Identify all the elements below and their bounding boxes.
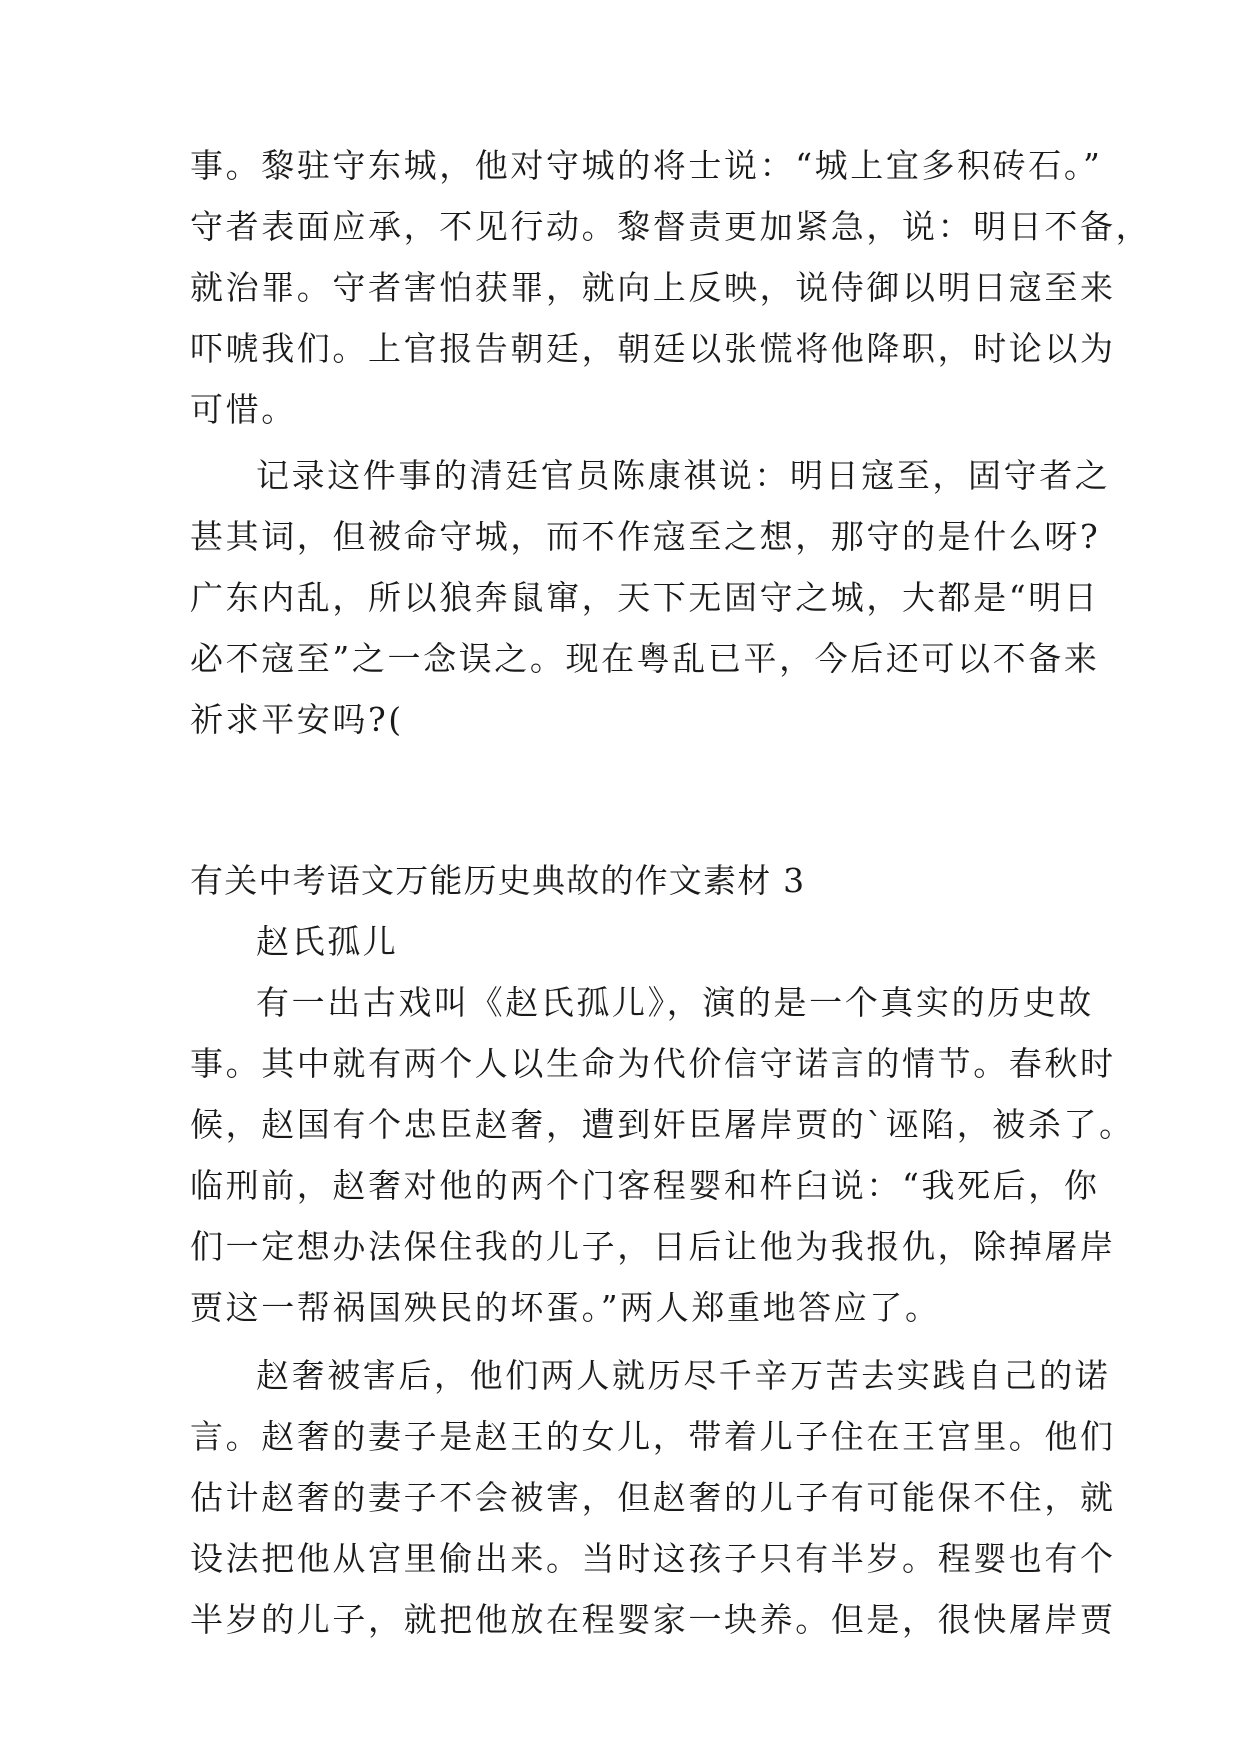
paragraph-line: 言。赵奢的妻子是赵王的女儿，带着儿子住在王宫里。他们	[190, 1417, 1116, 1456]
paragraph-line: 祈求平安吗?(	[190, 700, 404, 739]
paragraph-continuation	[190, 135, 1152, 440]
paragraph-line: 就治罪。守者害怕获罪，就向上反映，说侍御以明日寇至来	[190, 268, 1116, 307]
paragraph-line: 有一出古戏叫《赵氏孤儿》，演的是一个真实的历史故	[256, 983, 1094, 1022]
paragraph-line: 广东内乱，所以狼奔鼠窜，天下无固守之城，大都是“明日	[190, 578, 1100, 617]
paragraph-line: 半岁的儿子，就把他放在程婴家一块养。但是，很快屠岸贾	[190, 1600, 1116, 1639]
section-heading-block	[190, 850, 1070, 972]
paragraph-line: 吓唬我们。上官报告朝廷，朝廷以张慌将他降职，时论以为	[190, 329, 1116, 368]
paragraph-line: 甚其词，但被命守城，而不作寇至之想，那守的是什么呀?	[190, 517, 1101, 556]
paragraph-line: 事。黎驻守东城，他对守城的将士说：“城上宜多积砖石。”	[190, 146, 1103, 185]
paragraph-line: 赵奢被害后，他们两人就历尽千辛万苦去实践自己的诺	[256, 1356, 1111, 1395]
paragraph-line: 可惜。	[190, 390, 297, 429]
paragraph-line: 贾这一帮祸国殃民的坏蛋。”两人郑重地答应了。	[190, 1288, 941, 1327]
paragraph-line: 临刑前，赵奢对他的两个门客程婴和杵臼说：“我死后，你	[190, 1166, 1100, 1205]
paragraph-line: 守者表面应承，不见行动。黎督责更加紧急，说：明日不备，	[190, 207, 1152, 246]
paragraph-commentary	[190, 445, 1111, 750]
story-title: 赵氏孤儿	[256, 922, 399, 961]
paragraph-line: 必不寇至”之一念误之。现在粤乱已平，今后还可以不备来	[190, 639, 1100, 678]
paragraph-line: 们一定想办法保住我的儿子，日后让他为我报仇，除掉屠岸	[190, 1227, 1116, 1266]
section-heading: 有关中考语文万能历史典故的作文素材 3	[190, 861, 806, 900]
paragraph-line: 设法把他从宫里偷出来。当时这孩子只有半岁。程婴也有个	[190, 1539, 1116, 1578]
paragraph-line: 记录这件事的清廷官员陈康祺说：明日寇至，固守者之	[256, 456, 1111, 495]
paragraph-line: 候，赵国有个忠臣赵奢，遭到奸臣屠岸贾的`诬陷，被杀了。	[190, 1105, 1135, 1144]
paragraph-line: 估计赵奢的妻子不会被害，但赵奢的儿子有可能保不住，就	[190, 1478, 1116, 1517]
paragraph-story-intro	[190, 972, 1135, 1338]
paragraph-line: 事。其中就有两个人以生命为代价信守诺言的情节。春秋时	[190, 1044, 1116, 1083]
paragraph-story-body	[190, 1345, 1116, 1650]
